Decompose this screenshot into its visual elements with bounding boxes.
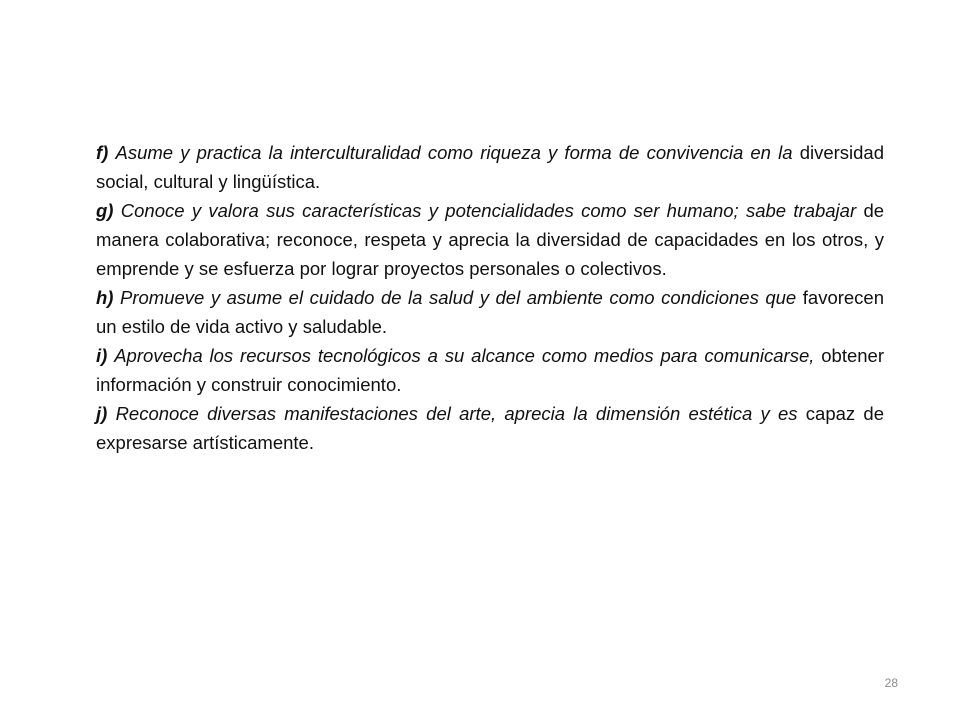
list-item-f (96, 138, 884, 196)
item-italic-text: Asume y practica la interculturalidad como riqueza y forma de convivencia en la (115, 142, 793, 163)
item-marker: g) (96, 200, 114, 221)
item-marker: h) (96, 287, 114, 308)
competencies-list (96, 138, 884, 457)
item-normal-text: capaz de expresarse artísticamente. (96, 403, 884, 453)
item-italic-text: Aprovecha los recursos tecnológicos a su alcance como medios para comunicarse, (114, 345, 815, 366)
page-number: 28 (884, 676, 898, 690)
item-normal-text: de manera colaborativa; reconoce, respeta y aprecia la diversidad de capacidades en los otros, y emprende y se esfuerza por lograr proyectos personales o colectivos. (96, 200, 885, 279)
list-item-h (96, 283, 884, 341)
item-normal-text: obtener información y construir conocimiento. (96, 345, 885, 395)
item-italic-text: Reconoce diversas manifestaciones del arte, aprecia la dimensión estética y es (115, 403, 798, 424)
list-item-i (96, 341, 884, 399)
item-normal-text: diversidad social, cultural y lingüística. (96, 142, 885, 192)
item-marker: f) (96, 142, 109, 163)
item-normal-text: favorecen un estilo de vida activo y saludable. (96, 287, 885, 337)
list-item-j (96, 399, 884, 457)
item-marker: j) (96, 403, 108, 424)
item-italic-text: Promueve y asume el cuidado de la salud y del ambiente como condiciones que (120, 287, 797, 308)
item-italic-text: Conoce y valora sus características y potencialidades como ser humano; sabe trabajar (120, 200, 857, 221)
item-marker: i) (96, 345, 108, 366)
list-item-g (96, 196, 884, 283)
